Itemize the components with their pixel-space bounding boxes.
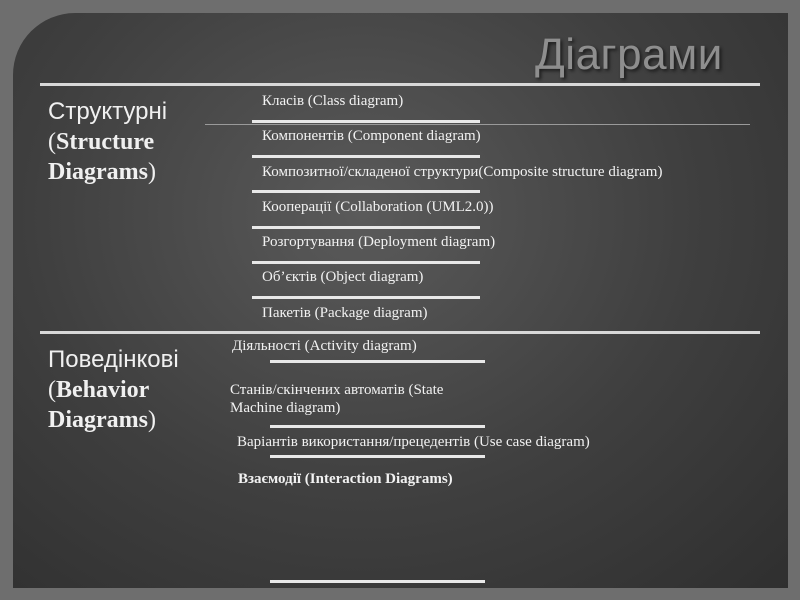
structure-separator [252,296,480,299]
behavior-category-label [48,345,179,435]
structure-category-label [48,97,167,187]
structure-item-collaboration: Кооперації (Collaboration (UML2.0)) [262,199,494,215]
structure-separator [252,155,480,158]
behavior-separator [270,360,485,363]
structure-separator [252,261,480,264]
behavior-label-ua: Поведінкові [48,346,179,373]
structure-separator [252,120,480,123]
behavior-separator [270,455,485,458]
structure-item-class: Класів (Class diagram) [262,93,404,109]
slide-title: Діаграми [535,30,723,79]
structure-label-en: (Structure Diagrams) [48,129,156,185]
structure-item-object: Об’єктів (Object diagram) [262,269,424,285]
behavior-item-activity: Діяльності (Activity diagram) [232,338,417,354]
structure-separator [252,190,480,193]
structure-item-component: Компонентів (Component diagram) [262,128,481,144]
structure-label-ua: Структурні [48,98,168,125]
category-divider [40,331,760,334]
structure-item-package: Пакетів (Package diagram) [262,305,428,321]
structure-separator [252,226,480,229]
structure-item-composite: Композитної/складеної структури(Composite structure diagram) [262,164,663,180]
behavior-separator [270,425,485,428]
structure-thin-divider [205,124,750,125]
behavior-item-use-case: Варіантів використання/прецедентів (Use case diagram) [237,434,590,450]
structure-item-deployment: Розгортування (Deployment diagram) [262,234,496,250]
top-divider [40,83,760,86]
behavior-label-en: (Behavior Diagrams) [48,377,156,433]
behavior-item-interaction: Взаємодії (Interaction Diagrams) [238,471,453,487]
behavior-separator [270,580,485,583]
behavior-item-state-machine: Станів/скінчених автоматів (State Machine diagram) [230,382,444,416]
